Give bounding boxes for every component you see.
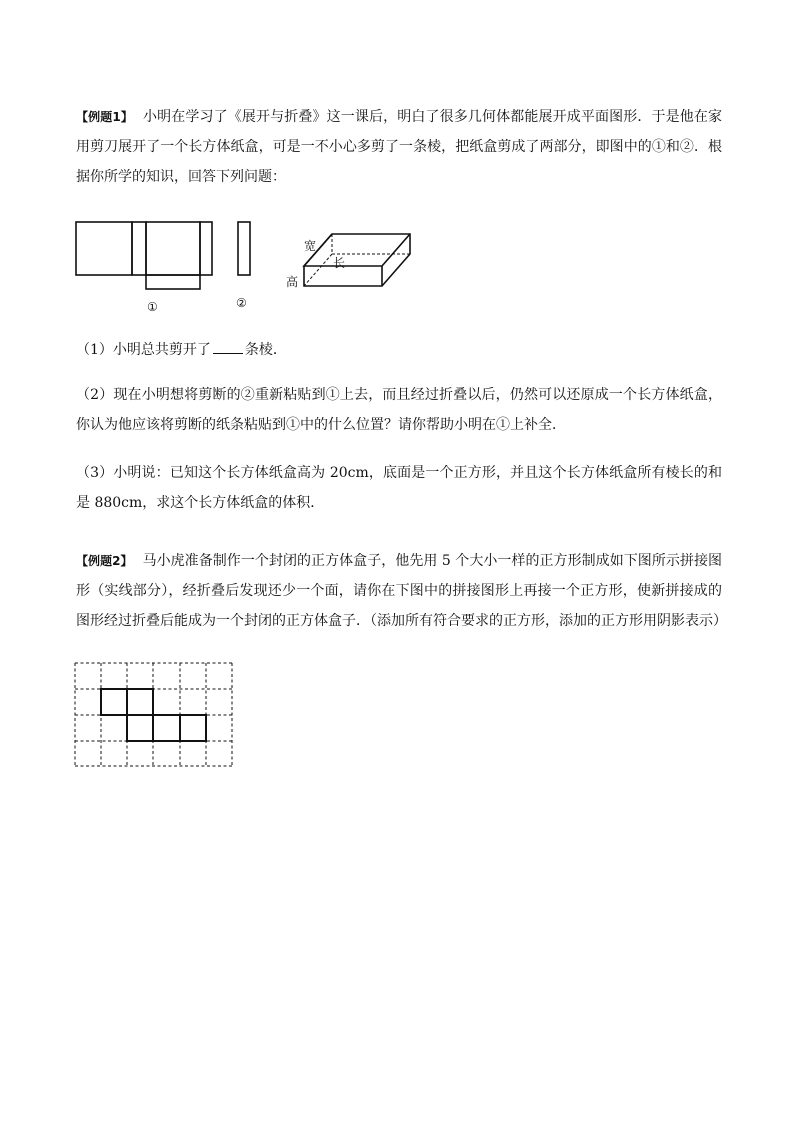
cuboid-outline xyxy=(304,234,410,286)
square-grid-figure xyxy=(74,662,236,768)
net-strip-right xyxy=(200,222,212,275)
answer-blank[interactable] xyxy=(213,337,243,354)
example2-tag: 【例题2】 xyxy=(76,554,133,568)
cuboid-height-label: 高 xyxy=(286,275,299,289)
net-flap-bottom xyxy=(146,275,200,289)
question-2: （2）现在小明想将剪断的②重新粘贴到①上去，而且经过折叠以后，仍然可以还原成一个长方体纸盒，你认为他应该将剪断的纸条粘贴到①中的什么位置？请你帮助小明在①上补全． xyxy=(76,387,722,433)
question-1-text: （1）小明总共剪开了 xyxy=(76,342,211,358)
net-face-middle xyxy=(146,222,200,275)
cuboid-length-label: 长 xyxy=(333,256,346,270)
piece1-label: ① xyxy=(147,300,158,314)
cuboid-width-label: 宽 xyxy=(304,239,317,253)
piece2-label: ② xyxy=(236,296,247,310)
cut-piece-2 xyxy=(238,222,250,275)
net-strip-left xyxy=(132,222,146,275)
example1-intro xyxy=(76,102,722,192)
net-square xyxy=(127,715,153,741)
example1-tag: 【例题1】 xyxy=(76,110,133,124)
example2-text xyxy=(76,546,727,636)
cuboid-hidden-edge-d xyxy=(304,254,332,286)
cuboid-top-front-edge xyxy=(304,234,410,266)
net-square xyxy=(127,689,153,715)
net-face-left xyxy=(76,222,132,275)
net-square xyxy=(180,715,206,741)
example1-intro-text: 小明在学习了《展开与折叠》这一课后，明白了很多几何体都能展开成平面图形．于是他在家用剪刀展开了一个长方体纸盒，可是一不小心多剪了一条棱，把纸盒剪成了两部分，即图中的①和②．根据你所学的知识，回答下列问题： xyxy=(76,109,722,185)
question-1 xyxy=(76,335,722,365)
net-square xyxy=(153,715,180,741)
example2-body: 马小虎准备制作一个封闭的正方体盒子，他先用 5 个大小一样的正方形制成如下图所示拼接图形（实线部分），经折叠后发现还少一个面，请你在下图中的拼接图形上再接一个正方形，使新拼接成的图形经过折叠后能成为一个封闭的正方体盒子．（添加所有符合要求的正方形，添加的正方形用阴影表示） xyxy=(76,553,727,629)
net-square xyxy=(101,689,127,715)
question-1-suffix: 条棱． xyxy=(244,342,287,358)
solid-net xyxy=(101,689,206,741)
question-3: （3）小明说：已知这个长方体纸盒高为 20cm，底面是一个正方形，并且这个长方体纸盒所有棱长的和是 880cm，求这个长方体纸盒的体积． xyxy=(76,465,722,511)
